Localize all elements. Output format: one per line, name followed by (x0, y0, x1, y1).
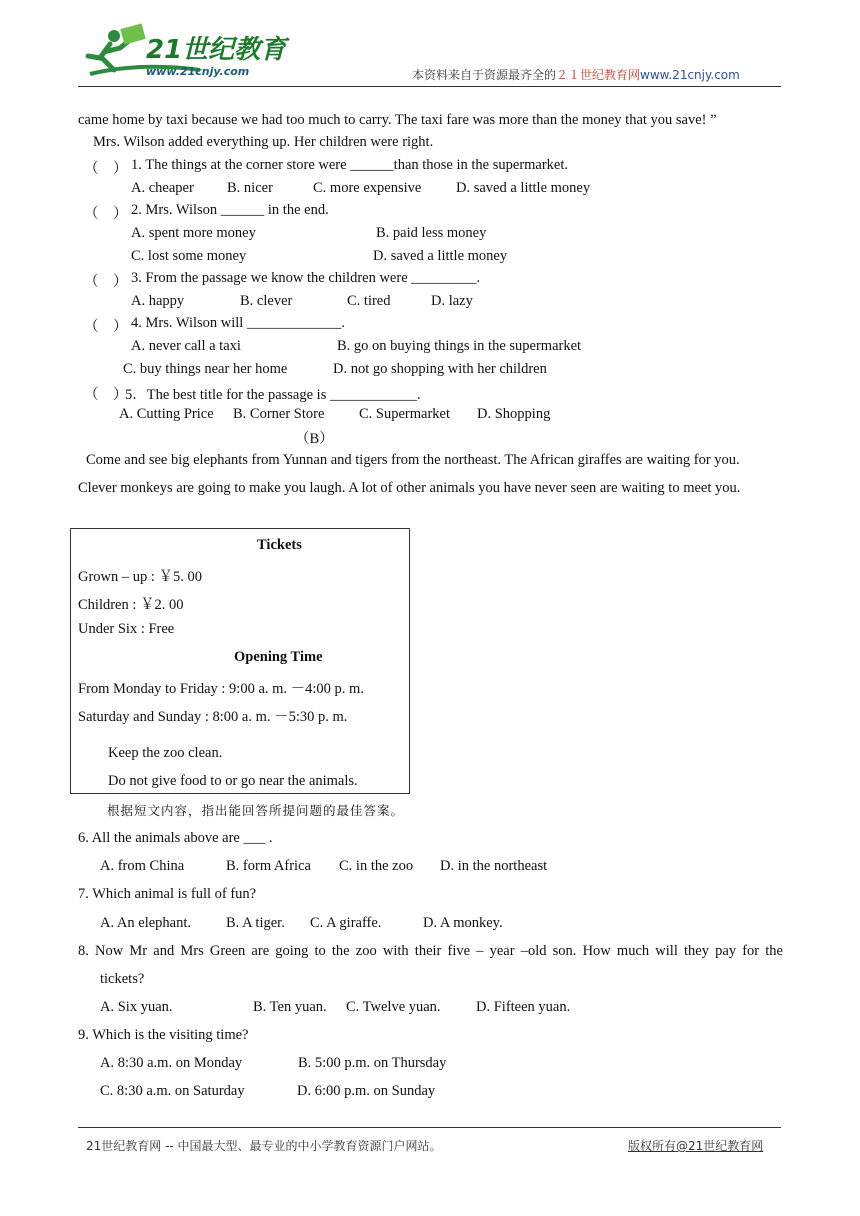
footer-text: 21世纪教育网 -- 中国最大型、最专业的中小学教育资源门户网站。 (86, 1139, 442, 1153)
option-b[interactable]: B. clever (240, 293, 293, 309)
tickets-title: Tickets (257, 537, 302, 553)
option-a[interactable]: A. from China (100, 858, 185, 874)
answer-paren[interactable]: （ ） (84, 319, 128, 335)
header-divider (78, 86, 781, 87)
option-b[interactable]: B. form Africa (226, 858, 311, 874)
rule-no-food: Do not give food to or go near the animals. (108, 773, 358, 789)
section-b-label: （B） (295, 431, 334, 447)
section-b-intro-line1: Come and see big elephants from Yunnan and tigers from the northeast. The African giraffes are waiting for you. (86, 452, 740, 468)
site-logo (80, 22, 290, 86)
option-c[interactable]: C. 8:30 a.m. on Saturday (100, 1083, 245, 1099)
option-a[interactable]: A. An elephant. (100, 915, 192, 931)
answer-paren[interactable]: （ ） (84, 274, 128, 290)
footer-divider (78, 1127, 781, 1128)
question-stem-cont: tickets? (100, 971, 145, 987)
logo-url: www.21cnjy.com (146, 65, 250, 78)
question-stem: 8. Now Mr and Mrs Green are going to the zoo with their five – year –old son. How much will they pay for the (78, 943, 783, 959)
answer-paren[interactable]: （ ） (84, 387, 128, 403)
option-c[interactable]: C. in the zoo (339, 858, 414, 874)
opening-title: Opening Time (234, 649, 323, 665)
header-source: 本资料来自于资源最齐全的２１世纪教育网www.21cnjy.com (412, 68, 740, 82)
option-b[interactable]: B. Ten yuan. (253, 999, 327, 1015)
answer-paren[interactable]: （ ） (84, 161, 128, 177)
option-b[interactable]: B. paid less money (376, 225, 487, 241)
option-b[interactable]: B. go on buying things in the supermarket (337, 338, 582, 354)
passage-a-line1: came home by taxi because we had too much to carry. The taxi fare was more than the money that you save! ” (78, 112, 717, 128)
question-stem: 4. Mrs. Wilson will _____________. (131, 315, 345, 331)
zoo-notice-box (70, 528, 410, 794)
option-d[interactable]: D. in the northeast (440, 858, 548, 874)
option-a[interactable]: A. cheaper (131, 180, 194, 196)
option-c[interactable]: C. A giraffe. (310, 915, 382, 931)
option-d[interactable]: D. lazy (431, 293, 473, 309)
opening-weekday: From Monday to Friday : 9:00 a. m. －4:00 p. m. (78, 681, 364, 697)
question-stem: 5．The best title for the passage is ____________. (125, 387, 421, 403)
option-b[interactable]: B. Corner Store (233, 406, 325, 422)
option-a[interactable]: A. 8:30 a.m. on Monday (100, 1055, 243, 1071)
ticket-under-six: Under Six : Free (78, 621, 175, 637)
option-a[interactable]: A. spent more money (131, 225, 256, 241)
option-a[interactable]: A. Cutting Price (119, 406, 214, 422)
option-c[interactable]: C. more expensive (313, 180, 422, 196)
option-c[interactable]: C. buy things near her home (123, 361, 288, 377)
ticket-children: Children : ￥2. 00 (78, 597, 184, 613)
instruction: 根据短文内容，指出能回答所提问题的最佳答案。 (107, 803, 405, 818)
question-stem: 2. Mrs. Wilson ______ in the end. (131, 202, 329, 218)
option-a[interactable]: A. Six yuan. (100, 999, 173, 1015)
option-c[interactable]: C. tired (347, 293, 391, 309)
logo-text: 21世纪教育 (146, 35, 287, 65)
option-d[interactable]: D. 6:00 p.m. on Sunday (297, 1083, 436, 1099)
option-a[interactable]: A. never call a taxi (131, 338, 241, 354)
question-stem: 1. The things at the corner store were ______than those in the supermarket. (131, 157, 569, 173)
copyright-link[interactable]: 版权所有@21世纪教育网 (628, 1139, 764, 1153)
ticket-grown-up: Grown – up : ￥5. 00 (78, 569, 203, 585)
option-d[interactable]: D. saved a little money (456, 180, 591, 196)
question-stem: 9. Which is the visiting time? (78, 1027, 249, 1043)
section-b-intro-line2: Clever monkeys are going to make you laugh. A lot of other animals you have never seen are waiting to meet you. (78, 480, 741, 496)
option-b[interactable]: B. nicer (227, 180, 273, 196)
option-d[interactable]: D. not go shopping with her children (333, 361, 547, 377)
option-d[interactable]: D. A monkey. (423, 915, 503, 931)
question-stem: 3. From the passage we know the children were _________. (131, 270, 481, 286)
option-b[interactable]: B. A tiger. (226, 915, 285, 931)
option-b[interactable]: B. 5:00 p.m. on Thursday (298, 1055, 447, 1071)
passage-a-line2: Mrs. Wilson added everything up. Her children were right. (93, 134, 434, 150)
option-d[interactable]: D. saved a little money (373, 248, 508, 264)
option-a[interactable]: A. happy (131, 293, 185, 309)
rule-clean: Keep the zoo clean. (108, 745, 223, 761)
option-c[interactable]: C. Supermarket (359, 406, 451, 422)
option-d[interactable]: D. Fifteen yuan. (476, 999, 571, 1015)
opening-weekend: Saturday and Sunday : 8:00 a. m. －5:30 p. m. (78, 709, 348, 725)
question-stem: 7. Which animal is full of fun? (78, 886, 257, 902)
question-stem: 6. All the animals above are ___ . (78, 830, 273, 846)
option-d[interactable]: D. Shopping (477, 406, 551, 422)
answer-paren[interactable]: （ ） (84, 206, 128, 222)
option-c[interactable]: C. lost some money (131, 248, 247, 264)
option-c[interactable]: C. Twelve yuan. (346, 999, 441, 1015)
